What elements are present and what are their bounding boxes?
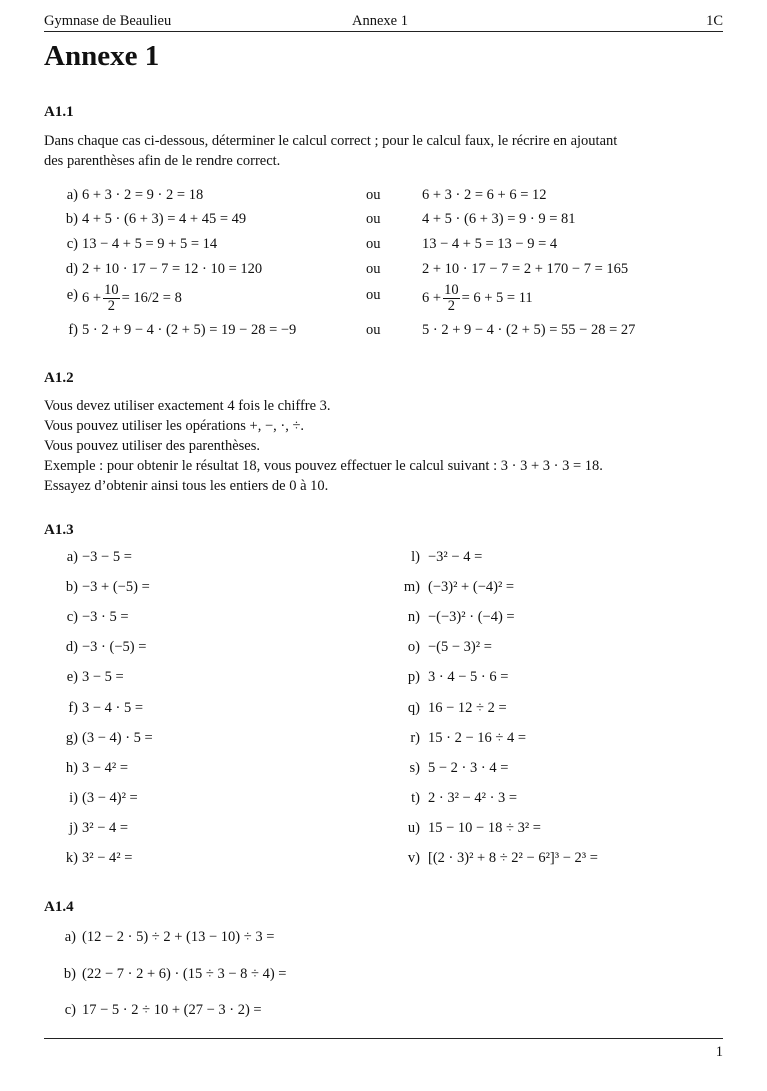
expression: (3 − 4)² = [82, 789, 138, 806]
expr-part: = 6 + 5 = 11 [461, 289, 533, 306]
instruction-line: Vous pouvez utiliser les opérations +, −, ·, ÷. [44, 418, 305, 434]
expression-right: 6 + 3 · 2 = 6 + 6 = 12 [422, 187, 547, 203]
item-label: s) [409, 759, 420, 776]
item-label: t) [411, 789, 420, 806]
expression-left [82, 283, 182, 314]
section-heading-a13: A1.3 [44, 522, 74, 538]
item-label: d) [65, 261, 78, 277]
expression-right [422, 283, 533, 314]
section-heading-a12: A1.2 [44, 370, 74, 386]
header-section: Annexe 1 [352, 13, 408, 29]
item-label: i) [69, 789, 78, 806]
expression: (−3)² + (−4)² = [428, 579, 515, 596]
expression: (12 − 2 · 5) ÷ 2 + (13 − 10) ÷ 3 = [82, 929, 275, 945]
expression: −3 · 5 = [82, 609, 129, 626]
expression-right: 4 + 5 · (6 + 3) = 9 · 9 = 81 [422, 211, 576, 227]
footer-rule [44, 1038, 723, 1039]
fraction [443, 283, 460, 314]
or-label: ou [366, 236, 381, 252]
expression-left: 5 · 2 + 9 − 4 · (2 + 5) = 19 − 28 = −9 [82, 322, 297, 338]
exercise-row [0, 232, 767, 256]
expression: −3 − 5 = [82, 549, 132, 565]
expr-part: 6 + [422, 289, 442, 306]
exercise-row [0, 257, 767, 281]
expression-right: 13 − 4 + 5 = 13 − 9 = 4 [422, 236, 558, 252]
or-label: ou [366, 322, 381, 338]
header-class: 1C [706, 13, 723, 29]
expression: −(5 − 3)² = [428, 639, 492, 656]
expression: 3 − 4² = [82, 759, 129, 776]
a12-instructions [44, 396, 724, 496]
expression: 3² − 4 = [82, 819, 129, 836]
expression: −(−3)² · (−4) = [428, 609, 515, 626]
expression-left: 6 + 3 · 2 = 9 · 2 = 18 [82, 187, 204, 203]
expression: 3² − 4² = [82, 850, 133, 866]
expression: 5 − 2 · 3 · 4 = [428, 759, 509, 776]
expression: 3 · 4 − 5 · 6 = [428, 669, 509, 686]
item-label: e) [66, 287, 78, 303]
item-label: h) [65, 759, 78, 776]
header-school: Gymnase de Beaulieu [44, 13, 172, 29]
expression-right: 2 + 10 · 17 − 7 = 2 + 170 − 7 = 165 [422, 261, 629, 277]
page-number: 1 [715, 1044, 723, 1060]
expression: 17 − 5 · 2 ÷ 10 + (27 − 3 · 2) = [82, 1002, 262, 1018]
or-label: ou [366, 287, 381, 303]
item-label: v) [407, 850, 420, 866]
expr-part: 6 + [82, 289, 102, 306]
expression: 3 − 5 = [82, 669, 124, 686]
exercise-row [0, 318, 767, 342]
item-label: c) [66, 609, 78, 626]
a11-intro [44, 131, 724, 171]
expression: −3 · (−5) = [82, 639, 147, 656]
intro-line: Dans chaque cas ci-dessous, déterminer le calcul correct ; pour le calcul faux, le récrire en ajoutant [44, 133, 618, 149]
item-label: g) [65, 729, 78, 746]
item-label: m) [403, 579, 420, 596]
fraction-denominator: 2 [447, 298, 455, 314]
item-label: n) [407, 609, 420, 626]
expression-left: 4 + 5 · (6 + 3) = 4 + 45 = 49 [82, 211, 247, 227]
item-label: k) [65, 850, 78, 866]
exercise-row [0, 207, 767, 231]
page-title: Annexe 1 [44, 40, 160, 72]
section-heading-a14: A1.4 [44, 899, 74, 915]
item-label: r) [410, 729, 420, 746]
expression: 15 · 2 − 16 ÷ 4 = [428, 729, 527, 746]
expression-left: 13 − 4 + 5 = 9 + 5 = 14 [82, 236, 218, 252]
fraction-numerator: 10 [444, 282, 459, 298]
instruction-line: Essayez d’obtenir ainsi tous les entiers de 0 à 10. [44, 478, 329, 494]
expression-left: 2 + 10 · 17 − 7 = 12 · 10 = 120 [82, 261, 263, 277]
instruction-line: Exemple : pour obtenir le résultat 18, vous pouvez effectuer le calcul suivant : 3 · 3 + 3 · 3 = 18. [44, 458, 603, 474]
or-label: ou [366, 211, 381, 227]
item-label: a) [66, 187, 78, 203]
intro-line: des parenthèses afin de le rendre correct. [44, 153, 281, 169]
item-label: f) [68, 699, 78, 716]
item-label: c) [66, 236, 78, 252]
item-label: a) [66, 549, 78, 565]
item-label: d) [65, 639, 78, 656]
expression: [(2 · 3)² + 8 ÷ 2² − 6²]³ − 2³ = [428, 850, 598, 866]
item-label: q) [407, 699, 420, 716]
expression: 15 − 10 − 18 ÷ 3² = [428, 819, 541, 836]
item-label: p) [407, 669, 420, 686]
item-label: b) [63, 965, 76, 982]
item-label: l) [411, 549, 420, 565]
expression: 16 − 12 ÷ 2 = [428, 699, 507, 716]
expression: (3 − 4) · 5 = [82, 729, 153, 746]
item-label: u) [407, 819, 420, 836]
fraction-denominator: 2 [107, 298, 115, 314]
fraction [103, 283, 120, 314]
item-label: e) [66, 669, 78, 686]
item-label: c) [64, 1002, 76, 1018]
expression-right: 5 · 2 + 9 − 4 · (2 + 5) = 55 − 28 = 27 [422, 322, 636, 338]
expression: −3² − 4 = [428, 549, 483, 565]
expression: 3 − 4 · 5 = [82, 699, 144, 716]
expression: (22 − 7 · 2 + 6) · (15 ÷ 3 − 8 ÷ 4) = [82, 965, 287, 982]
expression: −3 + (−5) = [82, 579, 150, 596]
item-label: b) [65, 579, 78, 596]
exercise-row [0, 282, 767, 314]
item-label: o) [407, 639, 420, 656]
item-label: b) [65, 211, 78, 227]
page-header [44, 11, 723, 32]
instruction-line: Vous pouvez utiliser des parenthèses. [44, 438, 260, 454]
instruction-line: Vous devez utiliser exactement 4 fois le chiffre 3. [44, 398, 331, 414]
section-heading-a11: A1.1 [44, 104, 74, 120]
item-label: a) [64, 929, 76, 945]
exercise-row [0, 183, 767, 207]
expression: 2 · 3² − 4² · 3 = [428, 789, 518, 806]
item-label: j) [69, 819, 78, 836]
item-label: f) [68, 322, 78, 338]
expr-part: = 16/2 = 8 [121, 289, 182, 306]
fraction-numerator: 10 [104, 282, 119, 298]
or-label: ou [366, 187, 381, 203]
or-label: ou [366, 261, 381, 277]
